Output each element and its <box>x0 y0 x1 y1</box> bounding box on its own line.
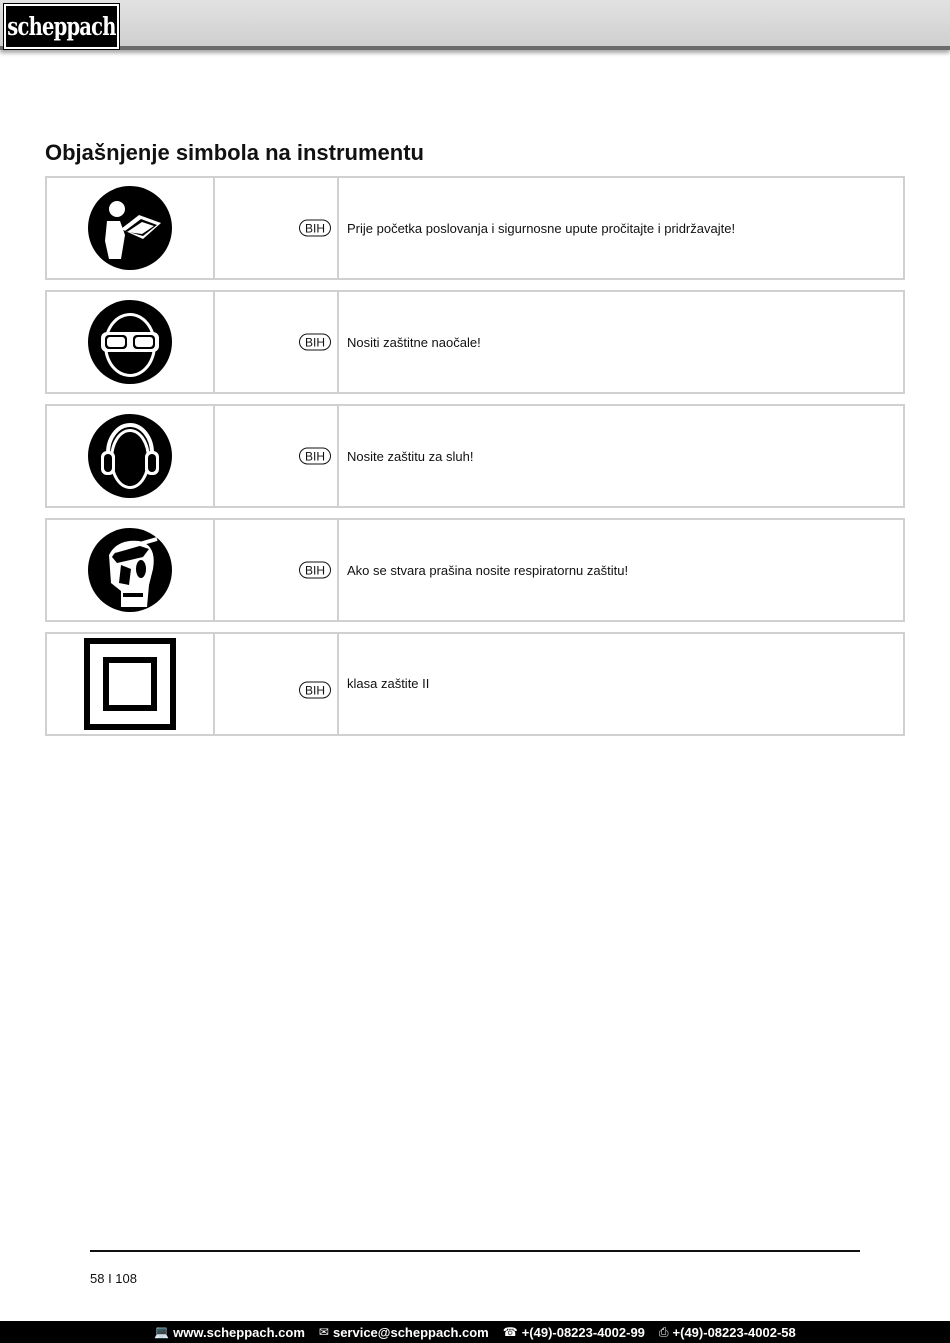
table-row <box>45 404 905 508</box>
symbol-cell <box>47 520 215 620</box>
protection-class-2-icon <box>84 638 176 730</box>
language-badge: BIH <box>299 220 331 237</box>
symbol-cell <box>47 178 215 278</box>
safety-goggles-icon <box>87 299 173 385</box>
footer-divider <box>90 1250 860 1252</box>
language-badge: BIH <box>299 562 331 579</box>
computer-icon: 💻 <box>154 1325 170 1339</box>
symbol-table <box>45 176 905 746</box>
table-row <box>45 632 905 736</box>
email-link[interactable]: service@scheppach.com <box>332 1324 489 1340</box>
phone-number: +(49)-08223-4002-99 <box>521 1324 645 1340</box>
symbol-description: Prije početka poslovanja i sigurnosne upute pročitajte i pridržavajte! <box>347 220 736 236</box>
table-row <box>45 518 905 622</box>
language-badge: BIH <box>299 448 331 465</box>
symbol-description: Nositi zaštitne naočale! <box>347 334 481 350</box>
phone-icon: ☎ <box>502 1325 518 1339</box>
symbol-cell <box>47 292 215 392</box>
page-title: Objašnjenje simbola na instrumentu <box>45 140 424 165</box>
table-row <box>45 176 905 280</box>
brand-logo: scheppach <box>4 4 119 49</box>
symbol-cell <box>47 634 215 734</box>
language-cell <box>215 634 339 734</box>
respirator-icon <box>87 527 173 613</box>
mail-icon: ✉ <box>318 1325 329 1339</box>
phone-contact <box>503 1325 645 1340</box>
language-badge: BIH <box>299 334 331 351</box>
read-manual-icon <box>87 185 173 271</box>
language-cell <box>215 178 339 278</box>
symbol-description: klasa zaštite II <box>347 675 430 691</box>
language-badge: BIH <box>299 682 331 699</box>
contact-bar <box>0 1321 950 1343</box>
page-number: 58 I 108 <box>90 1271 137 1286</box>
ear-protection-icon <box>87 413 173 499</box>
website-link[interactable]: www.scheppach.com <box>173 1324 305 1340</box>
fax-icon: ⎙ <box>658 1324 669 1339</box>
fax-number: +(49)-08223-4002-58 <box>672 1324 796 1340</box>
website-contact[interactable] <box>154 1325 305 1340</box>
language-cell <box>215 406 339 506</box>
symbol-cell <box>47 406 215 506</box>
fax-contact <box>659 1325 796 1340</box>
symbol-description: Ako se stvara prašina nosite respiratornu zaštitu! <box>347 562 629 578</box>
page-header <box>0 0 950 50</box>
language-cell <box>215 292 339 392</box>
language-cell <box>215 520 339 620</box>
table-row <box>45 290 905 394</box>
email-contact[interactable] <box>319 1325 489 1340</box>
symbol-description: Nosite zaštitu za sluh! <box>347 448 474 464</box>
